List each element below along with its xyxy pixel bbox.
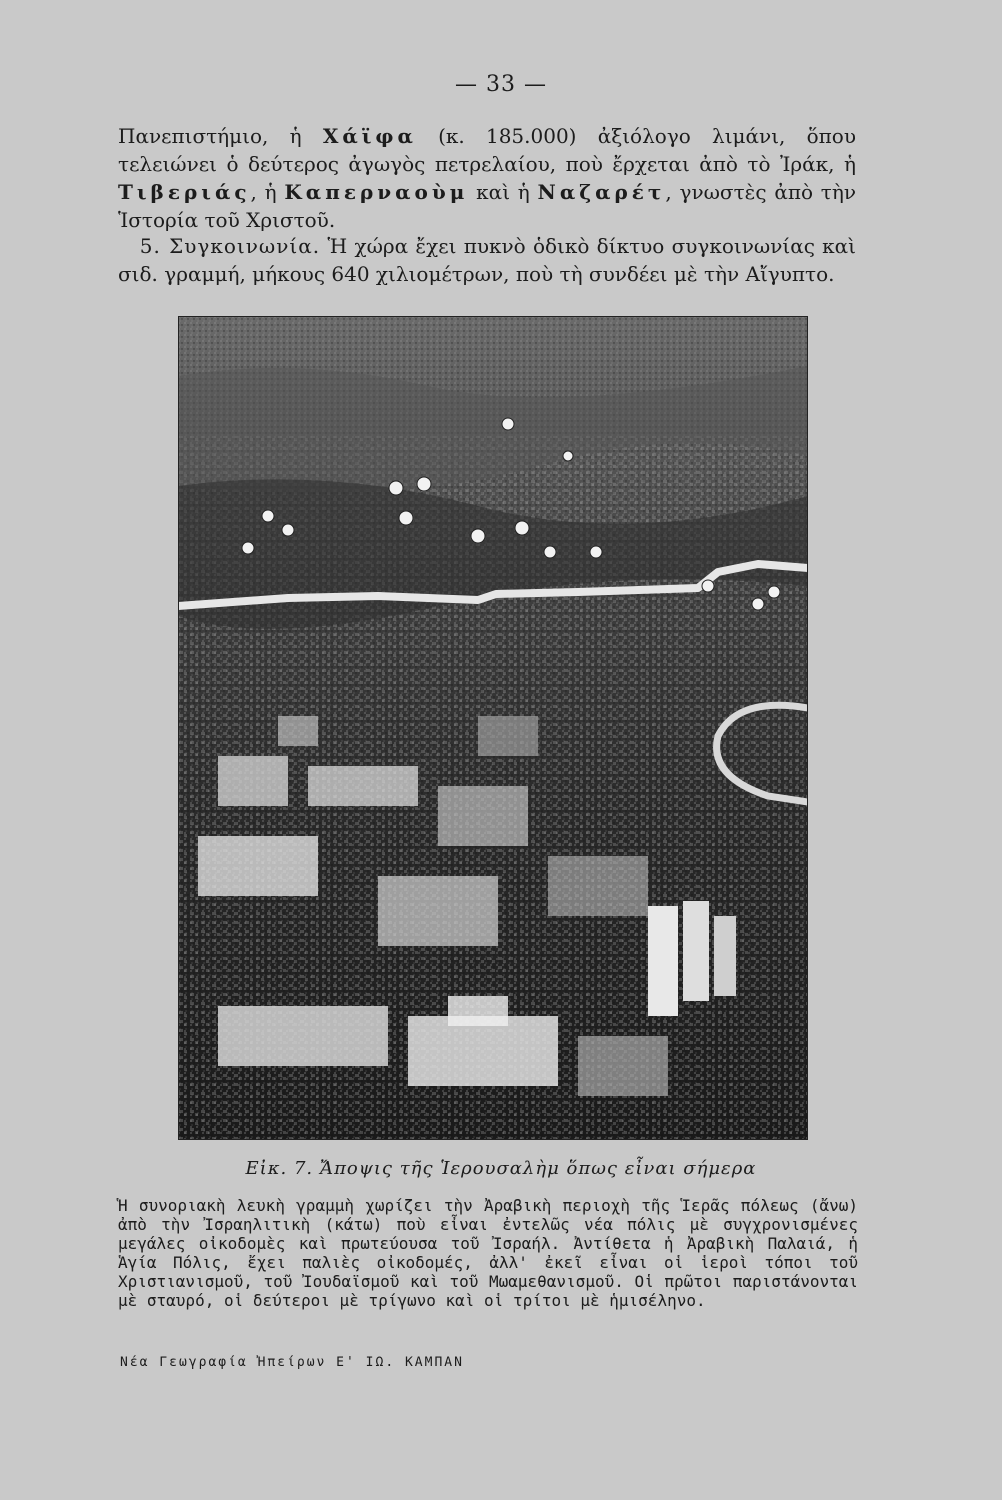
section-heading: 5. Συγκοινωνία. — [139, 234, 321, 258]
paragraph-cities — [118, 122, 856, 234]
text-segment: καὶ ἡ — [468, 180, 538, 204]
place-capernaum: Καπερναοὺμ — [284, 180, 469, 204]
place-haifa: Χάϊφα — [322, 124, 417, 148]
text-segment: , γνωστὲς ἀπὸ τὴν Ἱστορία τοῦ Χριστοῦ. — [118, 180, 856, 232]
page-number: — 33 — — [455, 72, 547, 97]
paragraph-text: Ἡ χώρα ἔχει πυκνὸ ὁδικὸ δίκτυο συγκοινωνίας καὶ σιδ. γραμμή, μήκους 640 χιλιομέτρων, ποὺ τὴ συνδέει μὲ τὴν Αἴγυπτο. — [118, 234, 857, 286]
text-segment: , ἡ — [250, 180, 285, 204]
figure-description: Ἡ συνοριακὴ λευκὴ γραμμὴ χωρίζει τὴν Ἀραβικὴ περιοχὴ τῆς Ἱερᾶς πόλεως (ἄνω) ἀπὸ τὴν Ἰσραηλιτικὴ (κάτω) ποὺ εἶναι ἐντελῶς νέα πόλις μὲ συγχρονισμένες μεγάλες οἰκοδομὲς καὶ πρωτεύουσα τοῦ Ἰσραήλ. Ἀντίθετα ἡ Ἀραβικὴ Παλαιά, ἡ Ἁγία Πόλις, ἔχει παλιὲς οἰκοδομές, ἀλλ' ἐκεῖ εἶναι οἱ ἱεροὶ τόποι τοῦ Χριστιανισμοῦ, τοῦ Ἰουδαϊσμοῦ καὶ τοῦ Μωαμεθανισμοῦ. Οἱ πρῶτοι παριστάνονται μὲ σταυρό, οἱ δεύτεροι μὲ τρίγωνο καὶ οἱ τρίτοι μὲ ἡμισέληνο. — [118, 1196, 858, 1310]
text-segment: Πανεπιστήμιο, ἡ — [118, 124, 323, 148]
paragraph-communications — [118, 232, 856, 288]
figure-caption: Εἰκ. 7. Ἄποψις τῆς Ἱερουσαλὴμ ὅπως εἶναι σήμερα — [245, 1158, 757, 1179]
text-segment: (κ. 185.000) ἀξιόλογο λιμάνι, ὅπου τελειώνει ὁ δεύτερος ἀγωγὸς πετρελαίου, ποὺ ἔρχεται ἀπὸ τὸ Ἰράκ, ἡ — [118, 124, 856, 176]
place-nazareth: Ναζαρέτ — [537, 180, 666, 204]
jerusalem-aerial-photo — [178, 316, 808, 1140]
footer-book-title: Νέα Γεωγραφία Ἠπείρων Ε' ΙΩ. ΚΑΜΠΑΝ — [120, 1355, 464, 1370]
place-tiberias: Τιβεριάς — [118, 180, 251, 204]
